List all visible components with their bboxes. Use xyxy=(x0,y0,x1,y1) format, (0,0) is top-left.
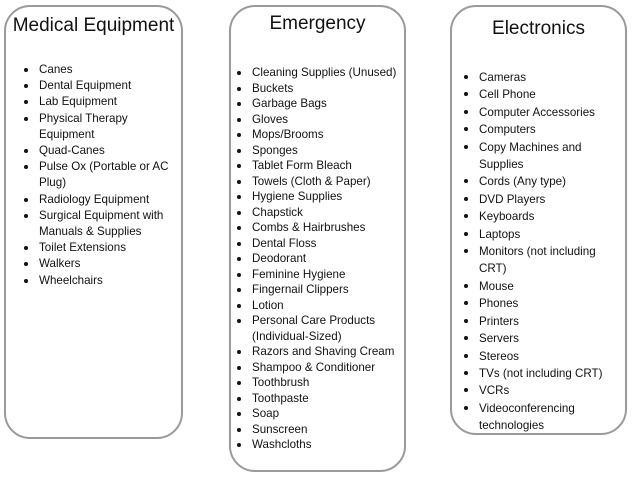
list-item-label: Stereos xyxy=(479,349,519,363)
list-item-label: Printers xyxy=(479,314,519,328)
list-item xyxy=(462,139,625,174)
list-item xyxy=(235,298,404,314)
electronics-title: Electronics xyxy=(492,18,585,39)
bullet-icon xyxy=(464,92,468,96)
bullet-icon xyxy=(464,388,468,392)
bullet-icon xyxy=(464,354,468,358)
list-item xyxy=(235,251,404,267)
list-item-label: Fingernail Clippers xyxy=(252,283,349,296)
bullet-icon xyxy=(464,371,468,375)
list-item xyxy=(235,313,404,344)
list-item-label: Wheelchairs xyxy=(39,273,103,287)
list-item xyxy=(22,192,181,208)
bullet-icon xyxy=(237,381,241,385)
list-item xyxy=(462,330,625,347)
list-item xyxy=(462,295,625,312)
list-item-label: Lab Equipment xyxy=(39,95,117,109)
list-item-label: Washcloths xyxy=(252,438,312,451)
list-item-label: Combs & Hairbrushes xyxy=(252,221,366,234)
bullet-icon xyxy=(464,214,468,218)
list-item xyxy=(235,422,404,438)
list-item-label: Feminine Hygiene xyxy=(252,267,346,281)
list-item xyxy=(235,189,404,205)
bullet-icon xyxy=(24,84,28,88)
list-item xyxy=(235,437,404,453)
list-item-label: Phones xyxy=(479,297,519,311)
bullet-icon xyxy=(237,226,241,230)
list-item-label: Garbage Bags xyxy=(252,97,327,110)
bullet-icon xyxy=(464,249,468,253)
list-item xyxy=(235,236,404,252)
bullet-icon xyxy=(237,211,241,215)
list-item xyxy=(22,78,181,94)
list-item xyxy=(235,344,404,360)
list-item xyxy=(462,208,625,225)
list-item xyxy=(462,191,625,208)
list-item xyxy=(462,382,625,399)
list-item-label: Chapstick xyxy=(252,205,303,219)
bullet-icon xyxy=(237,412,241,416)
bullet-icon xyxy=(237,149,241,153)
list-item-label: Dental Equipment xyxy=(39,79,132,93)
bullet-icon xyxy=(237,288,241,292)
bullet-icon xyxy=(237,350,241,354)
bullet-icon xyxy=(237,118,241,122)
list-item xyxy=(235,112,404,128)
list-item-label: Walkers xyxy=(39,257,81,271)
list-item-label: Keyboards xyxy=(479,210,535,224)
list-item xyxy=(22,273,181,289)
list-item-label: VCRs xyxy=(479,384,510,398)
list-item-label: Cords (Any type) xyxy=(479,175,566,189)
list-item-label: Tablet Form Bleach xyxy=(252,159,352,172)
list-item xyxy=(22,159,181,191)
bullet-icon xyxy=(237,428,241,432)
list-item-label: Shampoo & Conditioner xyxy=(252,360,376,374)
list-item-label: DVD Players xyxy=(479,192,546,206)
list-item xyxy=(462,69,625,86)
bullet-icon xyxy=(237,397,241,401)
bullet-icon xyxy=(237,366,241,370)
list-item-label: Canes xyxy=(39,63,73,76)
bullet-icon xyxy=(237,87,241,91)
bullet-icon xyxy=(464,301,468,305)
bullet-icon xyxy=(237,180,241,184)
list-item xyxy=(235,127,404,143)
bullet-icon xyxy=(464,145,468,149)
list-item-label: Pulse Ox (Portable or AC Plug) xyxy=(39,160,169,190)
list-item-label: Monitors (not including CRT) xyxy=(479,245,596,276)
list-item xyxy=(235,406,404,422)
list-item xyxy=(235,158,404,174)
list-item-label: Gloves xyxy=(252,112,289,126)
bullet-icon xyxy=(237,102,241,106)
list-item-label: Physical Therapy Equipment xyxy=(39,111,128,141)
bullet-icon xyxy=(464,406,468,410)
list-item xyxy=(235,282,404,298)
bullet-icon xyxy=(464,232,468,236)
list-item xyxy=(462,104,625,121)
list-item-label: Lotion xyxy=(252,298,284,312)
bullet-icon xyxy=(24,100,28,104)
list-item-label: Surgical Equipment with Manuals & Supplies xyxy=(39,208,164,239)
list-item xyxy=(235,81,404,97)
list-item-label: Laptops xyxy=(479,227,521,241)
list-item-label: Radiology Equipment xyxy=(39,192,150,206)
bullet-icon xyxy=(237,242,241,246)
list-item xyxy=(462,278,625,295)
bullet-icon xyxy=(24,246,28,250)
list-item xyxy=(22,94,181,110)
emergency-title: Emergency xyxy=(269,13,366,34)
list-item-label: Cell Phone xyxy=(479,88,536,102)
list-item-label: TVs (not including CRT) xyxy=(479,366,603,380)
list-item xyxy=(235,391,404,407)
electronics-card xyxy=(450,5,627,435)
bullet-icon xyxy=(24,165,28,169)
bullet-icon xyxy=(24,262,28,266)
list-item-label: Hygiene Supplies xyxy=(252,190,343,203)
list-item-label: Dental Floss xyxy=(252,236,317,250)
list-item-label: Quad-Canes xyxy=(39,144,105,158)
bullet-icon xyxy=(464,179,468,183)
list-item-label: Toothbrush xyxy=(252,376,310,389)
list-item xyxy=(22,111,181,143)
list-item-label: Cleaning Supplies (Unused) xyxy=(252,66,397,79)
list-item-label: Towels (Cloth & Paper) xyxy=(252,174,371,188)
list-item-label: Buckets xyxy=(252,81,294,95)
emergency-card xyxy=(229,5,406,472)
bullet-icon xyxy=(464,319,468,323)
list-item xyxy=(235,65,404,81)
list-item xyxy=(235,143,404,159)
bullet-icon xyxy=(24,214,28,218)
bullet-icon xyxy=(237,319,241,323)
list-item-label: Mouse xyxy=(479,279,514,293)
list-item xyxy=(22,62,181,78)
list-item xyxy=(462,226,625,243)
bullet-icon xyxy=(237,443,241,447)
list-item xyxy=(235,375,404,391)
bullet-icon xyxy=(24,198,28,202)
emergency-list xyxy=(235,65,404,453)
list-item xyxy=(235,205,404,221)
bullet-icon xyxy=(237,164,241,168)
list-item-label: Cameras xyxy=(479,71,527,84)
list-item xyxy=(235,220,404,236)
bullet-icon xyxy=(237,133,241,137)
list-item xyxy=(235,174,404,190)
bullet-icon xyxy=(24,68,28,72)
bullet-icon xyxy=(237,304,241,308)
list-item xyxy=(22,256,181,272)
electronics-list xyxy=(462,69,625,435)
list-item xyxy=(462,365,625,382)
bullet-icon xyxy=(464,336,468,340)
bullet-icon xyxy=(237,71,241,75)
list-item xyxy=(462,86,625,103)
bullet-icon xyxy=(24,149,28,153)
list-item-label: Servers xyxy=(479,332,519,346)
list-item xyxy=(235,267,404,283)
list-item xyxy=(462,313,625,330)
list-item-label: Toilet Extensions xyxy=(39,241,126,255)
bullet-icon xyxy=(464,110,468,114)
bullet-icon xyxy=(24,117,28,121)
list-item-label: Computers xyxy=(479,123,536,137)
list-item-label: Sunscreen xyxy=(252,422,308,436)
list-item-label: Videoconferencing technologies xyxy=(479,401,575,433)
bullet-icon xyxy=(237,195,241,199)
list-item xyxy=(22,143,181,159)
medical-equipment-title: Medical Equipment xyxy=(12,15,175,36)
list-item-label: Computer Accessories xyxy=(479,105,595,119)
medical-equipment-card xyxy=(4,5,183,439)
bullet-icon xyxy=(464,284,468,288)
bullet-icon xyxy=(464,75,468,79)
list-item xyxy=(462,400,625,435)
bullet-icon xyxy=(464,197,468,201)
list-item xyxy=(235,96,404,112)
list-item-label: Toothpaste xyxy=(252,391,309,405)
list-item-label: Personal Care Products (Individual-Sized) xyxy=(252,314,376,343)
list-item-label: Deodorant xyxy=(252,252,307,265)
bullet-icon xyxy=(237,273,241,277)
bullet-icon xyxy=(237,257,241,261)
list-item-label: Razors and Shaving Cream xyxy=(252,345,395,358)
list-item xyxy=(462,173,625,190)
medical-equipment-list xyxy=(22,62,181,289)
list-item xyxy=(235,360,404,376)
list-item xyxy=(462,243,625,278)
list-item-label: Copy Machines and Supplies xyxy=(479,140,582,172)
list-item xyxy=(22,208,181,240)
bullet-icon xyxy=(24,279,28,283)
list-item xyxy=(462,348,625,365)
list-item-label: Soap xyxy=(252,407,280,420)
bullet-icon xyxy=(464,127,468,131)
list-item-label: Mops/Brooms xyxy=(252,128,324,141)
list-item xyxy=(462,121,625,138)
list-item xyxy=(22,240,181,256)
list-item-label: Sponges xyxy=(252,143,298,157)
